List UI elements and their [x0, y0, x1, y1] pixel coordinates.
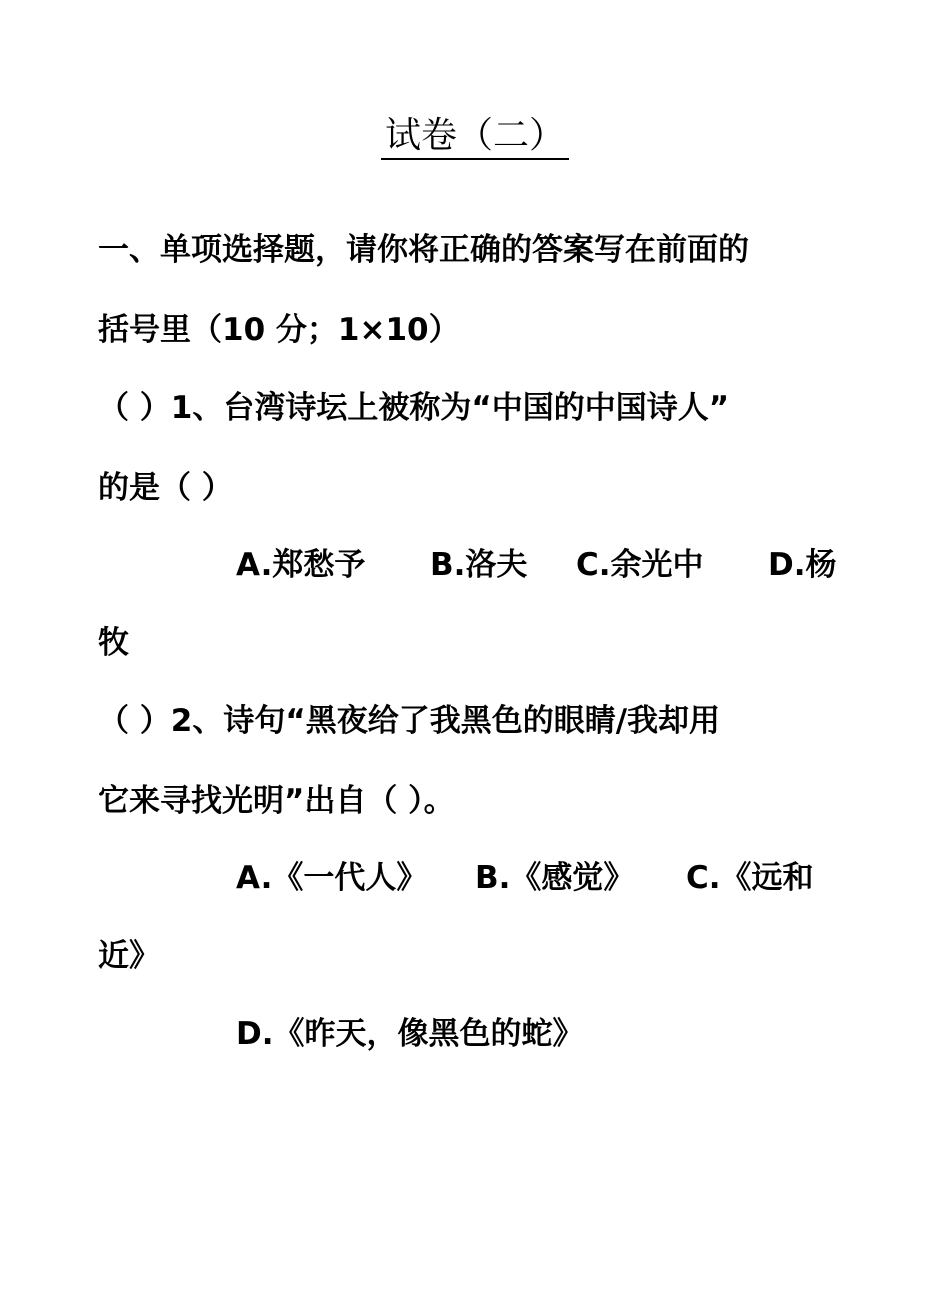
question-1-stem-line-2: 的是（ ）: [98, 470, 233, 506]
question-2-option-c: C.《远和: [686, 860, 814, 896]
question-1-option-d-wrap: 牧: [98, 625, 129, 661]
question-2-option-d: D.《昨天，像黑色的蛇》: [236, 1016, 584, 1052]
question-1-option-a: A.郑愁予: [236, 547, 366, 583]
question-2-option-c-wrap: 近》: [98, 938, 160, 974]
section-heading-line-1: 一、单项选择题，请你将正确的答案写在前面的: [98, 232, 749, 268]
question-1-option-c: C.余光中: [576, 547, 704, 583]
page-title: [0, 112, 950, 160]
question-1-option-d: D.杨: [768, 547, 837, 583]
question-1-option-b: B.洛夫: [430, 547, 528, 583]
question-2-option-b: B.《感觉》: [475, 860, 635, 896]
page-title-text: 试卷（二）: [381, 114, 569, 160]
question-2-option-a: A.《一代人》: [236, 860, 428, 896]
question-2-stem-line-2: 它来寻找光明”出自（ ）。: [98, 783, 455, 819]
question-2-stem-line-1: （ ）2、诗句“黑夜给了我黑色的眼睛/我却用: [98, 703, 721, 739]
question-1-stem-line-1: （ ）1、台湾诗坛上被称为“中国的中国诗人”: [98, 390, 730, 426]
section-heading-line-2: 括号里（10 分；1×10）: [98, 312, 460, 348]
